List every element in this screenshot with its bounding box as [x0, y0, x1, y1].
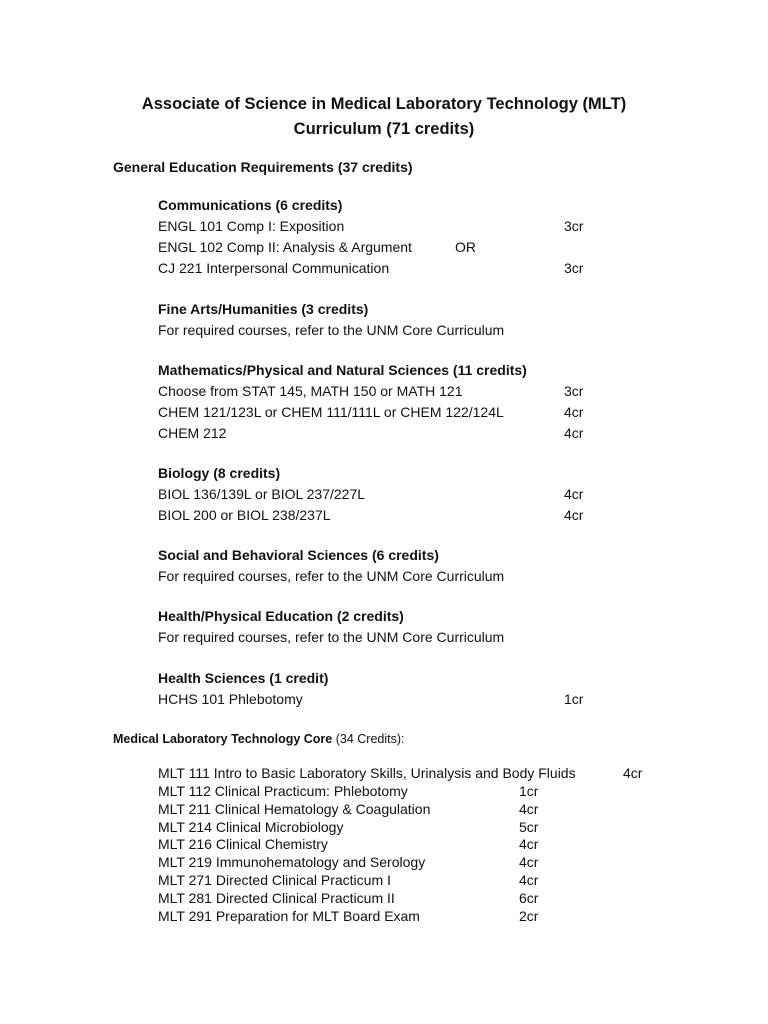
general-education-heading: General Education Requirements (37 credits)	[113, 159, 413, 175]
course-credits: 3cr	[564, 218, 584, 234]
course-name: MLT 216 Clinical Chemistry	[158, 836, 328, 852]
course-name: CHEM 121/123L or CHEM 111/111L or CHEM 122/124L	[158, 404, 504, 420]
section-heading-social-sciences: Social and Behavioral Sciences (6 credits)	[158, 547, 439, 563]
course-name: MLT 214 Clinical Microbiology	[158, 819, 344, 835]
or-label: OR	[455, 239, 476, 255]
course-name: BIOL 136/139L or BIOL 237/227L	[158, 486, 366, 502]
course-credits: 3cr	[564, 383, 584, 399]
course-name: MLT 112 Clinical Practicum: Phlebotomy	[158, 783, 408, 799]
mlt-core-heading-credits: (34 Credits):	[332, 732, 405, 746]
course-credits: 4cr	[519, 801, 539, 817]
course-name: HCHS 101 Phlebotomy	[158, 691, 303, 707]
course-credits: 4cr	[564, 425, 584, 441]
course-name: ENGL 102 Comp II: Analysis & Argument	[158, 239, 412, 255]
course-credits: 4cr	[564, 507, 584, 523]
course-name: CHEM 212	[158, 425, 227, 441]
course-name: MLT 211 Clinical Hematology & Coagulation	[158, 801, 431, 817]
document-title-line-1: Associate of Science in Medical Laboratory Technology (MLT)	[141, 95, 627, 113]
course-name: MLT 111 Intro to Basic Laboratory Skills, Urinalysis and Body Fluids	[158, 765, 576, 781]
course-credits: 4cr	[623, 765, 643, 781]
course-name: MLT 291 Preparation for MLT Board Exam	[158, 908, 420, 924]
section-heading-math-sciences: Mathematics/Physical and Natural Sciences (11 credits)	[158, 362, 527, 378]
course-credits: 4cr	[564, 486, 584, 502]
mlt-core-heading-label: Medical Laboratory Technology Core	[113, 732, 333, 746]
course-name: MLT 281 Directed Clinical Practicum II	[158, 890, 395, 906]
course-credits: 2cr	[519, 908, 539, 924]
course-credits: 4cr	[564, 404, 584, 420]
course-name: For required courses, refer to the UNM Core Curriculum	[158, 322, 505, 338]
course-name: CJ 221 Interpersonal Communication	[158, 260, 390, 276]
section-heading-communications: Communications (6 credits)	[158, 197, 343, 213]
course-name: ENGL 101 Comp I: Exposition	[158, 218, 345, 234]
course-name: Choose from STAT 145, MATH 150 or MATH 121	[158, 383, 463, 399]
mlt-core-heading	[113, 733, 405, 746]
course-name: MLT 271 Directed Clinical Practicum I	[158, 872, 391, 888]
course-credits: 5cr	[519, 819, 539, 835]
course-name: BIOL 200 or BIOL 238/237L	[158, 507, 331, 523]
course-credits: 4cr	[519, 836, 539, 852]
section-heading-health-sciences: Health Sciences (1 credit)	[158, 670, 329, 686]
course-credits: 6cr	[519, 890, 539, 906]
course-name: MLT 219 Immunohematology and Serology	[158, 854, 426, 870]
section-heading-health-pe: Health/Physical Education (2 credits)	[158, 608, 404, 624]
course-name: For required courses, refer to the UNM Core Curriculum	[158, 568, 505, 584]
course-name: For required courses, refer to the UNM Core Curriculum	[158, 629, 505, 645]
course-credits: 1cr	[519, 783, 539, 799]
section-heading-fine-arts: Fine Arts/Humanities (3 credits)	[158, 301, 369, 317]
course-credits: 4cr	[519, 854, 539, 870]
course-credits: 3cr	[564, 260, 584, 276]
course-credits: 4cr	[519, 872, 539, 888]
section-heading-biology: Biology (8 credits)	[158, 465, 281, 481]
course-credits: 1cr	[564, 691, 584, 707]
document-title-line-2: Curriculum (71 credits)	[293, 120, 475, 138]
